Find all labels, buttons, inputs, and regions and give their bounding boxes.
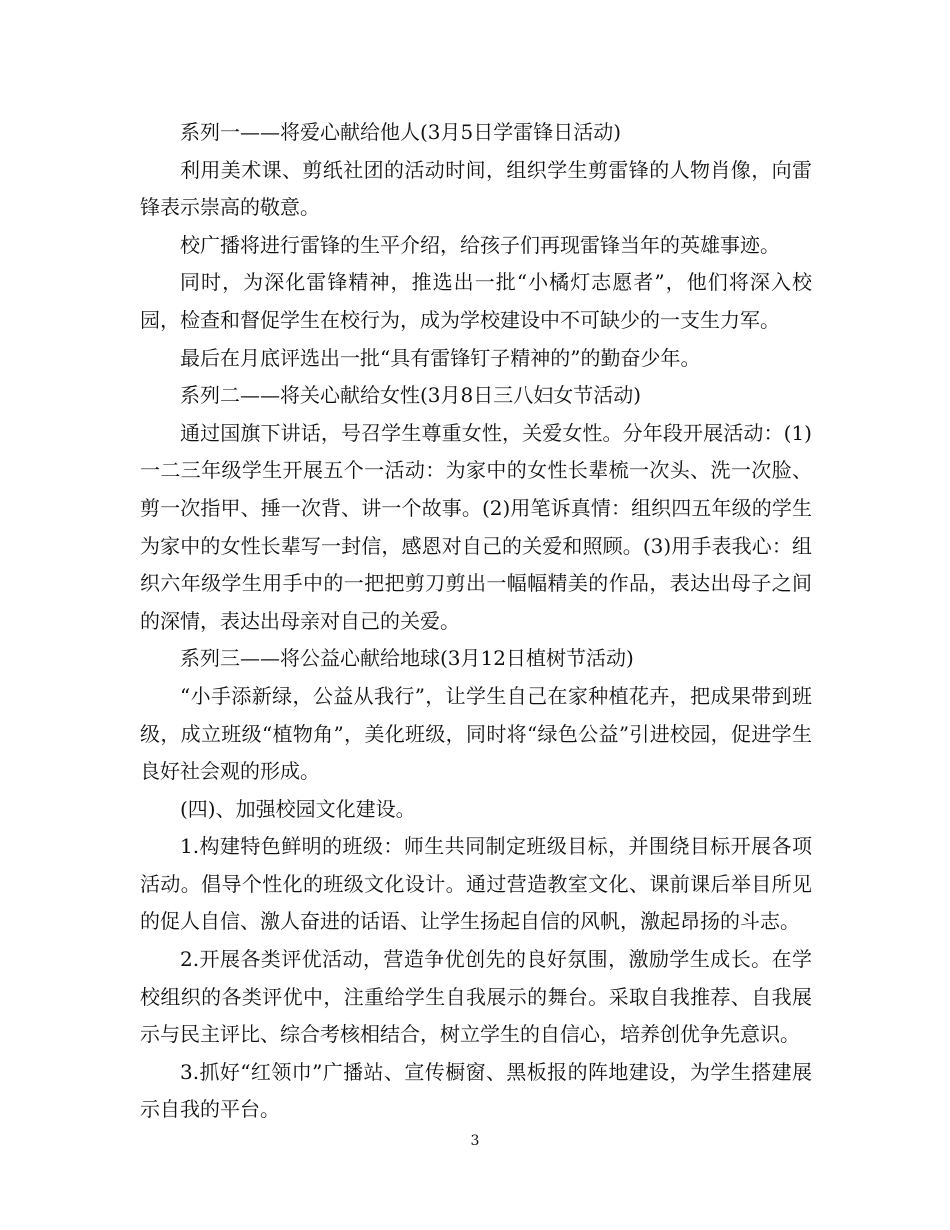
series-three-heading: 系列三——将公益心献给地球(3月12日植树节活动) bbox=[180, 646, 634, 671]
paragraph: “小手添新绿，公益从我行”，让学生自己在家种植花卉，把成果带到班级，成立班级“植物角”，美化班级，同时将“绿色公益”引进校园，促进学生良好社会观的形成。 bbox=[140, 683, 812, 784]
numbered-item: 3.抓好“红领巾”广播站、宣传橱窗、黑板报的阵地建设，为学生搭建展示自我的平台。 bbox=[140, 1059, 812, 1122]
series-one-heading: 系列一——将爱心献给他人(3月5日学雷锋日活动) bbox=[180, 120, 622, 144]
section-heading: (四)、加强校园文化建设。 bbox=[180, 796, 416, 821]
paragraph: 最后在月底评选出一批“具有雷锋钉子精神的”的勤奋少年。 bbox=[180, 345, 701, 370]
document-body bbox=[140, 114, 812, 1129]
paragraph: 校广播将进行雷锋的生平介绍，给孩子们再现雷锋当年的英雄事迹。 bbox=[180, 232, 780, 257]
series-two-heading: 系列二——将关心献给女性(3月8日三八妇女节活动) bbox=[180, 383, 642, 408]
paragraph: 利用美术课、剪纸社团的活动时间，组织学生剪雷锋的人物肖像，向雷锋表示崇高的敬意。 bbox=[140, 157, 812, 220]
numbered-item: 2.开展各类评优活动，营造争优创先的良好氛围，激励学生成长。在学校组织的各类评优中，注重给学生自我展示的舞台。采取自我推荐、自我展示与民主评比、综合考核相结合，树立学生的自信心，培养创优争先意识。 bbox=[140, 947, 812, 1047]
page-number: 3 bbox=[470, 1133, 480, 1149]
paragraph: 通过国旗下讲话，号召学生尊重女性，关爱女性。分年段开展活动：(1)一二三年级学生开展五个一活动：为家中的女性长辈梳一次头、洗一次脸、剪一次指甲、捶一次背、讲一个故事。(2)用笔诉真情：组织四五年级的学生为家中的女性长辈写一封信，感恩对自己的关爱和照顾。(3)用手表我心：组织六年级学生用手中的一把把剪刀剪出一幅幅精美的作品，表达出母子之间的深情，表达出母亲对自己的关爱。 bbox=[140, 420, 812, 633]
numbered-item: 1.构建特色鲜明的班级：师生共同制定班级目标，并围绕目标开展各项活动。倡导个性化的班级文化设计。通过营造教室文化、课前课后举目所见的促人自信、激人奋进的话语、让学生扬起自信的风帆，激起昂扬的斗志。 bbox=[140, 834, 812, 934]
paragraph: 同时，为深化雷锋精神，推选出一批“小橘灯志愿者”，他们将深入校园，检查和督促学生在校行为，成为学校建设中不可缺少的一支生力军。 bbox=[140, 270, 812, 332]
